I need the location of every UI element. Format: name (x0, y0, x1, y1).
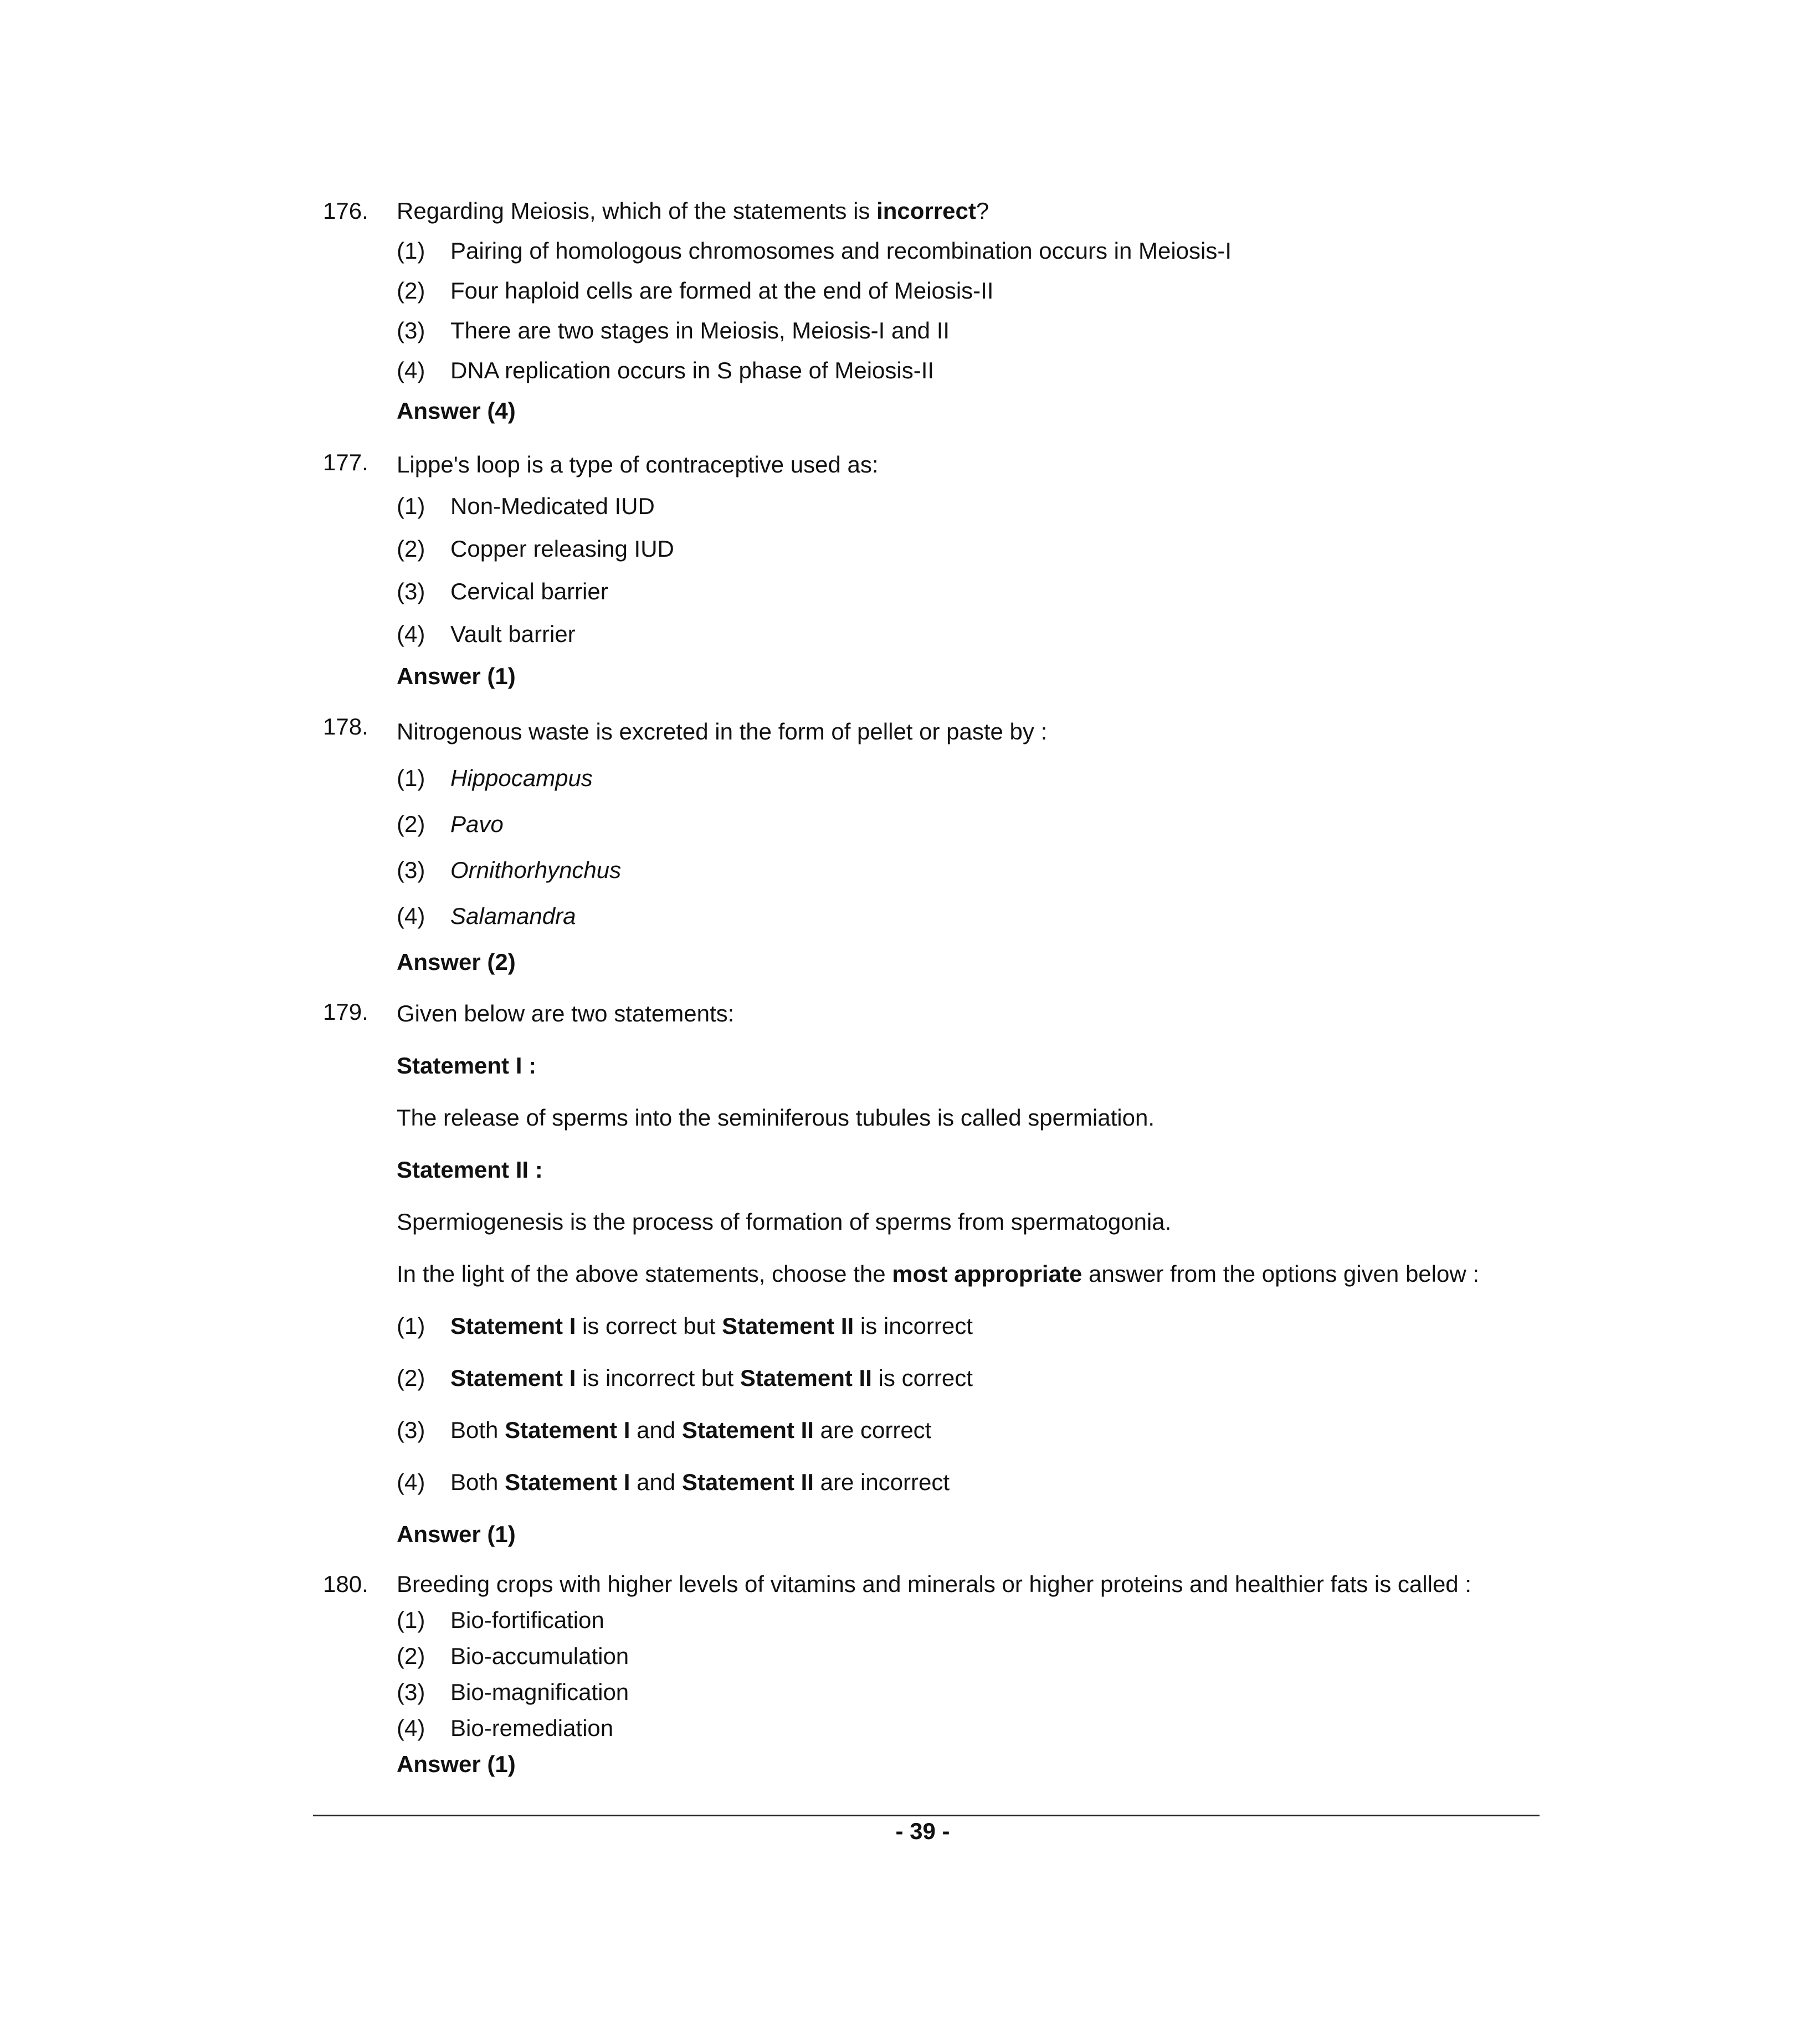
answer: Answer (4) (397, 398, 516, 424)
option-text: Bio-fortification (450, 1607, 604, 1633)
question-text-end: ? (976, 198, 989, 224)
option-part: is incorrect (854, 1313, 973, 1339)
option-part-bold: Statement II (722, 1313, 854, 1339)
option-part: Both (450, 1417, 505, 1443)
option-number: (1) (397, 1607, 425, 1633)
option-number: (2) (397, 1643, 425, 1669)
question-number: 178. (323, 713, 368, 739)
option-text (450, 1313, 973, 1339)
option-number: (1) (397, 1313, 425, 1339)
instruction-text (397, 1261, 1479, 1287)
statement-1-text: The release of sperms into the seminiferous tubules is called spermiation. (397, 1105, 1155, 1131)
option-part-bold: Statement II (740, 1365, 872, 1391)
option-part: is correct but (576, 1313, 722, 1339)
option-text: Bio-accumulation (450, 1643, 629, 1669)
statement-1-heading: Statement I : (397, 1052, 537, 1079)
answer: Answer (2) (397, 949, 516, 975)
question-text: Given below are two statements: (397, 1000, 735, 1026)
statement-2-heading: Statement II : (397, 1157, 543, 1183)
option-number: (3) (397, 317, 425, 343)
question-text-emphasis: incorrect (876, 198, 976, 224)
option-part: is incorrect but (576, 1365, 740, 1391)
question-text: Nitrogenous waste is excreted in the form of pellet or paste by : (397, 718, 1048, 744)
option-part-bold: Statement I (505, 1417, 630, 1443)
option-number: (2) (397, 278, 425, 304)
option-text: Cervical barrier (450, 578, 608, 604)
question-number: 179. (323, 999, 368, 1025)
option-number: (4) (397, 903, 425, 929)
instruction-part: In the light of the above statements, choose the (397, 1261, 892, 1287)
option-number: (2) (397, 811, 425, 837)
option-number: (4) (397, 1715, 425, 1741)
option-part-bold: Statement II (681, 1469, 814, 1495)
option-text: Pavo (450, 811, 504, 837)
option-text: Non-Medicated IUD (450, 493, 655, 519)
option-text (450, 1365, 973, 1391)
option-number: (2) (397, 1365, 425, 1391)
option-text: There are two stages in Meiosis, Meiosis-I and II (450, 317, 950, 343)
option-part: and (630, 1417, 682, 1443)
option-text: DNA replication occurs in S phase of Meiosis-II (450, 357, 935, 383)
page-number: - 39 - (895, 1818, 950, 1844)
option-part-bold: Statement I (450, 1365, 576, 1391)
option-part-bold: Statement II (681, 1417, 814, 1443)
option-part: are correct (813, 1417, 932, 1443)
option-text: Bio-remediation (450, 1715, 614, 1741)
option-number: (4) (397, 357, 425, 383)
option-text: Four haploid cells are formed at the end of Meiosis-II (450, 278, 994, 304)
option-text: Ornithorhynchus (450, 857, 622, 883)
instruction-emphasis: most appropriate (892, 1261, 1083, 1287)
option-text (450, 1469, 950, 1496)
option-number: (3) (397, 857, 425, 883)
question-text: Breeding crops with higher levels of vitamins and minerals or higher proteins and healthier fats is called : (397, 1571, 1471, 1597)
option-part-bold: Statement I (505, 1469, 630, 1495)
option-part: is correct (871, 1365, 973, 1391)
question-text (397, 198, 989, 224)
option-number: (3) (397, 1417, 425, 1443)
option-number: (3) (397, 578, 425, 604)
option-number: (1) (397, 765, 425, 791)
option-part: Both (450, 1469, 505, 1495)
answer: Answer (1) (397, 1521, 516, 1547)
question-number: 180. (323, 1571, 368, 1597)
answer: Answer (1) (397, 1751, 516, 1777)
option-text (450, 1417, 931, 1444)
option-number: (3) (397, 1679, 425, 1705)
statement-2-text: Spermiogenesis is the process of formation of sperms from spermatogonia. (397, 1209, 1172, 1235)
option-text: Salamandra (450, 903, 576, 929)
option-number: (4) (397, 621, 425, 647)
option-number: (2) (397, 536, 425, 562)
option-part: and (630, 1469, 682, 1495)
question-text: Lippe's loop is a type of contraceptive used as: (397, 451, 879, 477)
question-text-part: Regarding Meiosis, which of the statements is (397, 198, 877, 224)
question-number: 176. (323, 198, 368, 224)
option-number: (1) (397, 493, 425, 519)
instruction-part: answer from the options given below : (1082, 1261, 1480, 1287)
footer-divider (313, 1815, 1540, 1816)
option-number: (4) (397, 1469, 425, 1495)
option-text: Vault barrier (450, 621, 576, 647)
question-number: 177. (323, 449, 368, 475)
answer: Answer (1) (397, 663, 516, 689)
option-text: Copper releasing IUD (450, 536, 674, 562)
option-text: Hippocampus (450, 765, 593, 791)
option-text: Bio-magnification (450, 1679, 629, 1705)
option-part-bold: Statement I (450, 1313, 576, 1339)
option-part: are incorrect (813, 1469, 950, 1495)
option-text: Pairing of homologous chromosomes and recombination occurs in Meiosis-I (450, 238, 1232, 264)
option-number: (1) (397, 238, 425, 264)
